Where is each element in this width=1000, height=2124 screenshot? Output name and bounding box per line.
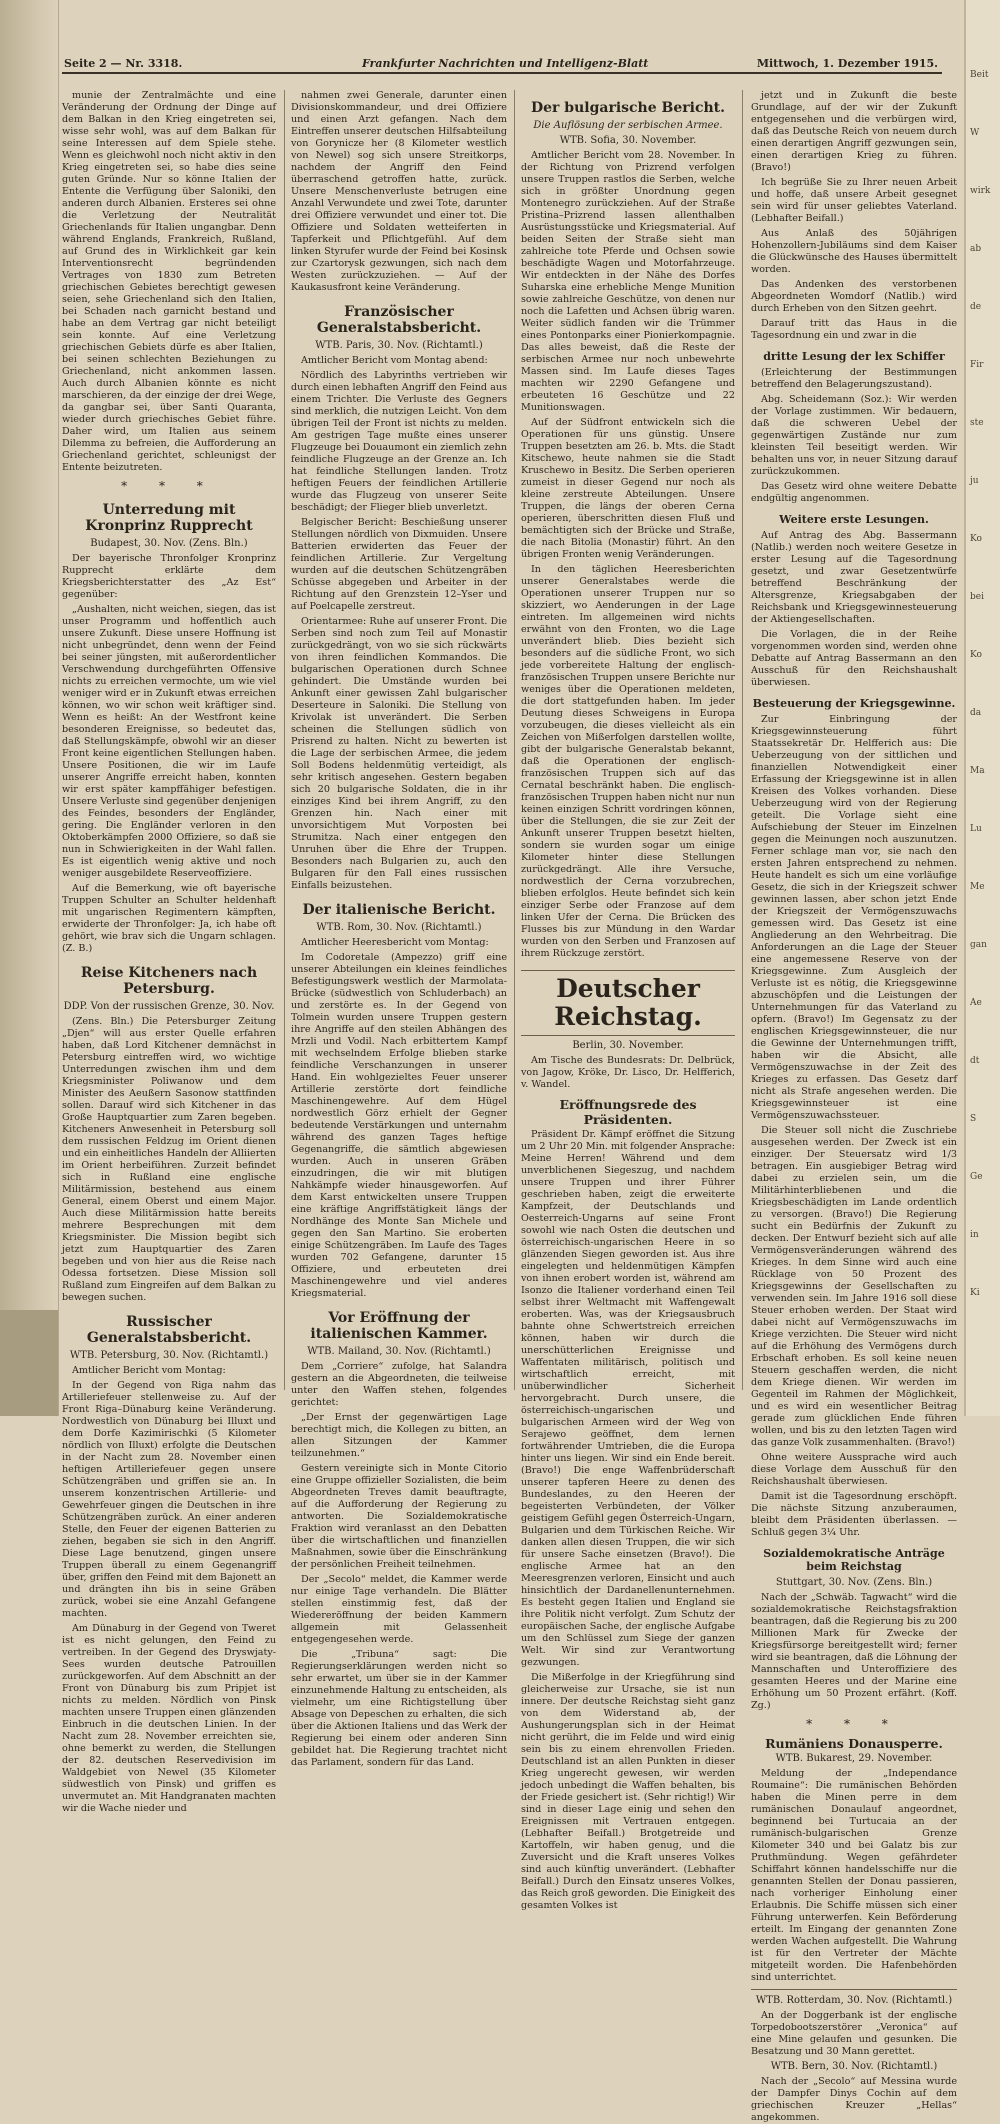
next-page-edge	[964, 0, 1000, 1416]
article-paragraph: Darauf tritt das Haus in die Tagesordnung ein und zwar in die	[751, 318, 957, 341]
article-text: nahmen zwei Generale, darunter einen Divisionskommandeur, und drei Offiziere und einen Arzt gefangen. Nach dem Eintreffen unserer deutschen Hilfsabteilung von Gorynicze her (8 Kilometer westlich von Newel) sog sich unsere Streitkorps, nachdem der Angriff den Feind überraschend getroffen hatte, zurück. Unsere Menschenverluste betrugen eine Anzahl Verwundete und zwei Tote, darunter drei Offiziere verwundet und einer tot. Die Offiziere und Soldaten wetteiferten in Tapferkeit und Pflichtgefühl. Auf dem linken Styrufer wurde der Feind bei Kosinsk zur Czartorysk gezwungen, sich nach dem Westen zurückzuziehen. — Auf der Kaukasusfront keine Veränderung.	[291, 90, 507, 293]
article-paragraph: Das Andenken des verstorbenen Abgeordneten Womdorf (Natlib.) wird durch Erheben von den Sitzen geehrt.	[751, 279, 957, 314]
headline-french-report: Französischer Generalstabsbericht.	[316, 304, 482, 336]
article-paragraph: Amtlicher Heeresbericht vom Montag:	[301, 937, 489, 948]
adjacent-page-fragment: Ko	[970, 534, 982, 544]
headline-italian-report: Der italienische Bericht.	[302, 902, 496, 918]
adjacent-page-fragment: in	[970, 1230, 979, 1240]
article-paragraph: Dem „Corriere“ zufolge, hat Salandra gestern an die Abgeordneten, die teilweise unter den Waffen stehen, folgendes gerichtet:	[291, 1361, 507, 1408]
article-paragraph: Auf die Bemerkung, wie oft bayerische Truppen Schulter an Schulter heldenhaft mit ungarischen Regimentern kämpften, erwiderte der Thronfolger: Ja, ich habe oft gehört, wie brav sich die Ungarn schlagen. (Z. B.)	[62, 883, 276, 954]
article-paragraph: (Zens. Bln.) Die Petersburger Zeitung „Djen“ will aus erster Quelle erfahren haben, daß Lord Kitchener demnächst in Petersburg eintreffen wird, wo wichtige Unterredungen zwischen ihm und dem Kriegsminister Poliwanow und dem Minister des Aeußern Sasonow stattfinden sollen. Darauf wird sich Kitchener in das Große Hauptquartier zum Zaren begeben. Kitcheners Anwesenheit in Petersburg soll dem russischen Feldzug im Orient dienen und ein einheitliches Handeln der Alliierten im Orient herbeiführen. Zurzeit befindet sich in Rußland eine englische Militärmission, bestehend aus einem General, einem Oberst und einem Major. Auch diese Militärmission hatte bereits mehrere Besprechungen mit dem Kriegsminister. Die Mission begibt sich jetzt zum Hauptquartier des Zaren begeben und von hier aus die Reise nach Odessa fortsetzen. Diese Mission soll Rußland zum Eingreifen auf dem Balkan zu bewegen suchen.	[62, 1016, 276, 1303]
article-paragraph: Zur Einbringung der Kriegsgewinnsteuerung führt Staatssekretär Dr. Helfferich aus: Die Ueberzeugung von der sittlichen und finanziellen Notwendigkeit einer Erfassung der Kriegsgewinne ist in allen Kreisen des Volkes vorhanden. Diese Ueberzeugung wird von der Regierung geteilt. Die Vorlage sieht eine Aufschiebung der Steuer im Einzelnen gegen die Meinungen noch auszunutzen. Ferner schlage man vor, sie nach den ersten Jahren entsprechend zu nehmen. Heute handelt es sich um eine vorläufige Gesetz, die sich in der Kriegszeit schwer gewinnen lassen, aber schon jetzt Ende der Kriegszeit der Vermögenszuwachs gemessen wird. Das Gesetz ist eine Angliederung an den Wehrbeitrag. Die Anforderungen an die Lage der Steuer eine angemessene Reserve von der Kriegsgewinne. Zum Ausgleich der Verluste ist es nötig, die Kriegsgewinne abzuschöpfen und die Leistungen der Unternehmungen für das Vaterland zu opfern. (Bravo!) Im Gegensatz zu der englischen Kriegsgewinnsteuer, die nur die Gewinne der Unternehmungen trifft, haben wir die Absicht, alle Vermögenszuwachse in der Zeit des Krieges zu erfassen. Das Gesetz darf nicht als Strafe angesehen werden. Die Kriegsgewinnsteuer ist eine Vermögenszuwachssteuer.	[751, 714, 957, 1121]
adjacent-page-fragment: gan	[970, 940, 987, 950]
headline-opening-speech: Eröffnungsrede des Präsidenten.	[559, 1097, 697, 1127]
article-paragraph: Nach der „Secolo“ auf Messina wurde der Dampfer Dinys Cochin auf dem griechischen Kreuzer „Hellas“ angekommen.	[751, 2076, 957, 2123]
article-paragraph: Ich begrüße Sie zu Ihrer neuen Arbeit und hoffe, daß unsere Arbeit gesegnet sein wird für unser geliebtes Vaterland. (Lebhafter Beifall.)	[751, 177, 957, 224]
paper-title: Frankfurter Nachrichten und Intelligenz-Blatt	[362, 57, 649, 70]
article-paragraph: „Der Ernst der gegenwärtigen Lage berechtigt mich, die Kollegen zu bitten, an allen Sitzungen der Kammer teilzunehmen.“	[291, 1412, 507, 1459]
dateline: Budapest, 30. Nov. (Zens. Bln.)	[90, 538, 248, 549]
article-paragraph: Amtlicher Bericht vom Montag:	[72, 1365, 226, 1376]
headline-lex-schiffer: dritte Lesung der lex Schiffer	[763, 350, 945, 363]
article-text: munie der Zentralmächte und eine Veränderung der Ordnung der Dinge auf dem Balkan in den Krieg eingetreten sei, wisse sehr wohl, was auf dem Balkan für seine Interessen auf dem Spiele stehe. Wenn es gleichwohl noch nicht aktiv in den Krieg eingetreten sei, so habe dies seine guten Gründe. Nur so könne Italien der Entente die Verfügung über Saloniki, den anderen durch Albanien. Ersteres sei ohne die Verletzung der Neutralität Griechenlands für Italien ungangbar. Denn während Englands, Frankreich, Rußland, auf Grund des in Wirklichkeit gar kein Interventionsrecht begründenden Vertrages von 1830 zum Betreten griechischen Gebietes berechtigt gewesen seien, sehe Griechenland sich den Italien, bei Schaden nach garnicht bestand und habe an dem Vertrag gar nicht beteiligt sein konnte. Auf eine Verletzung griechischen Gebiets dürfe es aber Italien, bei seinen schlechten Beziehungen zu Griechenland, nicht ankommen lassen. Auch durch Albanien könnte es nicht marschieren, da der einzige der drei Wege, da gangbar sei, über Santi Quaranta, wieder durch griechisches Gebiet führe. Daher wird, um Italien aus seinem Dilemma zu befreien, die Aufforderung an Griechenland gerichtet, schleunigst der Entente beizutreten.	[62, 90, 276, 473]
separator-stars: * * *	[121, 479, 217, 493]
headline-danube-blockade: Rumäniens Donausperre.	[765, 1736, 943, 1751]
newspaper-page	[62, 54, 957, 2123]
dateline: Stuttgart, 30. Nov. (Zens. Bln.)	[775, 1577, 933, 1588]
dateline: Berlin, 30. November.	[572, 1040, 684, 1051]
column-2	[284, 90, 513, 1768]
article-paragraph: Aus Anlaß des 50jährigen Hohenzollern-Jubiläums sind dem Kaiser die Glückwünsche des Hauses übermittelt worden.	[751, 228, 957, 275]
adjacent-page-fragment: Ko	[970, 650, 982, 660]
adjacent-page-fragment: Lu	[970, 824, 982, 834]
article-paragraph: Am Dünaburg in der Gegend von Tweret ist es nicht gelungen, den Feind zu vertreiben. In der Gegend des Dryswjaty-Sees wurden deutsche Patrouillen zurückgeworfen. Auf dem Abschnitt an der Front von Dünaburg bis zum Pripjet ist nichts zu melden. Nördlich von Pinsk machten unsere Truppen einen glänzenden Einbruch in die deutschen Linien. In der Nacht zum 28. November erreichten sie, ohne bemerkt zu werden, die Stellungen der 82. deutschen Reservedivision im Waldgebiet von Newel (35 Kilometer südwestlich von Pinsk) und griffen es unvermutet an. Mit Handgranaten machten wir die Wache nieder und	[62, 1623, 276, 1814]
headline-rupprecht: Unterredung mit Kronprinz Rupprecht	[85, 502, 253, 534]
article-paragraph: Am Tische des Bundesrats: Dr. Delbrück, von Jagow, Kröke, Dr. Lisco, Dr. Helfferich, v. Wandel.	[521, 1055, 735, 1090]
headline-first-readings: Weitere erste Lesungen.	[779, 513, 929, 526]
adjacent-page-fragment: ju	[970, 476, 979, 486]
adjacent-page-fragment: Ge	[970, 1172, 983, 1182]
article-paragraph: Die Vorlagen, die in der Reihe vorgenommen worden sind, werden ohne Debatte auf Antrag Bassermann an den Ausschuß für den Reichshaushalt überwiesen.	[751, 629, 957, 688]
article-paragraph: Meldung der „Independance Roumaine“: Die rumänischen Behörden haben die Minen perre in dem rumänischen Donaulauf angeordnet, beginnend bei Turtucaia an der rumänisch-bulgarischen Grenze Kilometer 340 und bei Galatz bis zur Pruthmündung. Wegen gefährdeter Schiffahrt können handelsschiffe nur die genannten Stellen der Donau passieren, nach vorheriger Einholung einer Erlaubnis. Die Schiffe müssen sich einer Führung unterwerfen. Kein Beförderung erteilt. Im Eingang der genannten Zone werden Wachen aufgestellt. Die Wahrung ist für den Vertreter der Mächte mitgeteilt worden. Die Hafenbehörden sind unterrichtet.	[751, 1768, 957, 1983]
adjacent-page-fragment: S	[970, 1114, 977, 1124]
adjacent-page-fragment: Ma	[970, 766, 985, 776]
adjacent-page-fragment: bei	[970, 592, 984, 602]
article-paragraph: Abg. Scheidemann (Soz.): Wir werden der Vorlage zustimmen. Wir bedauern, daß die schweren Uebel der gegenwärtigen Zustände nur zum kleinsten Teil beseitigt werden. Wir behalten uns vor, in neuer Sitzung darauf zurückzukommen.	[751, 394, 957, 477]
adjacent-page-fragment: dt	[970, 1056, 980, 1066]
issue-date: Mittwoch, 1. Dezember 1915.	[756, 57, 938, 70]
adjacent-page-fragment: Beit	[970, 70, 989, 80]
adjacent-page-fragment: ab	[970, 244, 982, 254]
article-paragraph: Ohne weitere Aussprache wird auch diese Vorlage dem Ausschuß für den Reichshaushalt überwiesen.	[751, 1452, 957, 1487]
article-paragraph: Die Steuer soll nicht die Zuschriebe ausgesehen werden. Der Zweck ist ein einziger. Der Steuersatz wird 1/3 betragen. Ein ausgiebiger Betrag wird dabei zu erzielen sein, um die Militärhinterbliebenen und die Kriegsbeschädigten im Lande ordentlich zu versorgen. (Bravo!) Die Regierung sucht ein Bedürfnis der Zukunft zu decken. Der Entwurf bezieht sich auf alle Vermögensveränderungen während des Krieges. In dem Sinne wird auch eine Rücklage von 50 Prozent des Kriegsgewinns der Gesellschaften zu verwenden sein. Im Jahre 1916 soll diese Steuer erhoben werden. Der Staat wird dabei nicht auf Vermögenszuwachs im Kriege verzichten. Die Steuer wird nicht auf die Erhöhung des Vermögens durch Erbschaft erhoben. Es soll keine neuen Steuern geschaffen werden, die nicht dem Kriege dienen. Wir werden im Gegenteil im Rahmen der Möglichkeit, und es wird ein wesentlicher Beitrag gerade zum glücklichen Ende führen wollen, und bis zu den letzten Tagen wird das ganze Volk zusammenhalten. (Bravo!)	[751, 1125, 957, 1448]
headline-italian-chamber: Vor Eröffnung der italienischen Kammer.	[310, 1310, 488, 1342]
article-paragraph: Die Mißerfolge in der Kriegführung sind gleicherweise zur Ursache, sie ist nun innere. Der deutsche Reichstag sieht ganz von dem Widerstand ab, der Aushungerungsplan sich in der Heimat nicht gerührt, die im Felde und wird einig sein bis zu einem ehrenvollen Frieden. Deutschland ist an allen Punkten in dieser Krieg ungerecht gewesen, wir werden jedoch unbedingt die Waffen behalten, bis der Friede gesichert ist. (Sehr richtig!) Wir sind in dieser Lage einig und sehen den Ereignissen mit Vertrauen entgegen. (Lebhafter Beifall.) Brotgetreide und Kartoffeln, wir haben genug, und die Zuversicht und die Kraft unseres Volkes sind auch künftig unverändert. (Lebhafter Beifall.) Durch den Einsatz unseres Volkes, das Reich groß geworden. Die Einigkeit des gesamten Volkes ist	[521, 1672, 736, 1911]
headline-social-democratic-motions: Sozialdemokratische Anträge beim Reichstag	[763, 1547, 945, 1573]
subheadline: Die Auflösung der serbischen Armee.	[533, 120, 723, 131]
article-paragraph: Gestern vereinigte sich in Monte Citorio eine Gruppe offizieller Sozialisten, die beim Abgeordneten Treves damit beauftragte, auf die Aufforderung der Regierung zu antworten. Die Sozialdemokratische Fraktion wird veranlasst an den Debatten über die wirtschaftlichen und finanziellen Maßnahmen, sowie über die Einschränkung der persönlichen Freiheit teilnehmen.	[291, 1463, 507, 1570]
dateline: WTB. Mailand, 30. Nov. (Richtamtl.)	[307, 1346, 491, 1357]
dateline: WTB. Sofia, 30. November.	[559, 135, 697, 146]
article-paragraph: Im Codoretale (Ampezzo) griff eine unserer Abteilungen ein kleines feindliches Befestigungswerk westlich der Marmolata-Brücke (südwestlich von Schluderbach) an und zerstörte es. In der Gegend von Tolmein wurden unsere Truppen gestern ihre Angriffe auf den steilen Abhängen des Mrzli und Vodil. Nach erbittertem Kampf mit wechselndem Erfolge blieben starke feindliche Verschanzungen in unserer Hand. Ein wohlgezieltes Feuer unserer Artillerie zerstörte dort feindliche Maschinengewehre. Auf dem Hügel nordwestlich Görz erhielt der Gegner bedeutende Verstärkungen und unternahm während des ganzen Tages heftige Gegenangriffe, die sämtlich abgewiesen wurden. Auch in unseren Gräben einzudringen, die wir mit blutigen Nahkämpfe wieder hinausgeworfen. Auf dem Karst entwickelten unsere Truppen eine kräftige Angriffstätigkeit längs der Nordhänge des Monte San Michele und gegen den San Martino. Sie eroberten einige Schützengräben. Im Laufe des Tages wurden 702 Gefangene, darunter 15 Offiziere, und erbeuteten drei Maschinengewehre und viel anderes Kriegsmaterial.	[291, 952, 507, 1299]
adjacent-page-fragment: ste	[970, 418, 984, 428]
column-4	[742, 90, 957, 2123]
article-paragraph: Nördlich des Labyrinths vertrieben wir durch einen lebhaften Angriff den Feind aus einem Trichter. Die Verluste des Gegners sind merklich, die nutzigen Leicht. Von dem übrigen Teil der Front ist nichts zu melden. Am gestrigen Tage mußte eines unserer Flugzeuge bei Douaumont ein ziemlich zehn feindliche Flugzeuge an der Grenze an. Ich hat feindliche Stellungen landen. Trotz heftigen Feuers der feindlichen Artillerie wurde das Flugzeug von unserer Seite beschädigt; der Flieger blieb unverletzt.	[291, 370, 507, 513]
article-paragraph: In der Gegend von Riga nahm das Artilleriefeuer stellenweise zu. Auf der Front Riga–Dünaburg keine Veränderung. Nordwestlich von Dünaburg bei Illuxt und dem Dorfe Kazimirischki (5 Kilometer nördlich von Illuxt) erfolgte die Deutschen in der Nacht zum 28. November einen heftigen Artilleriefeuer gegen unsere Schützengräben und griffen sie an. In unserem konzentrischen Artillerie- und Gewehrfeuer gingen die Deutschen in ihre Schützengräben zurück. An einer anderen Stelle, den Feuer der eigenen Batterien zu ziehen, begaben sie sich in den Angriff. Diese Lage benutzend, gingen unsere Truppen überall zu einem Gegenangriff über, griffen den Feind mit dem Bajonett an und drängten ihn bis in seine Gräben zurück, wobei sie eine Anzahl Gefangene machten.	[62, 1380, 276, 1619]
article-paragraph: „Aushalten, nicht weichen, siegen, das ist unser Programm und hoffentlich auch unsere Zukunft. Diese unsere Hoffnung ist nicht unbegründet, denn wenn der Feind bei seiner jüngsten, mit außerordentlicher Verschwendung durchgeführten Offensive nichts zu erreichen vermochte, um wie viel weniger wird er in Zukunft etwas erreichen können, wo wir schon weit kräftiger sind. Wenn es heißt: An der Westfront keine besonderen Ereignisse, so bedeutet das, daß Stellungskämpfe, obwohl wir an dieser Front keine eigentlichen Stellungen haben. Unsere Positionen, die wir im Laufe unserer Angriffe erreicht haben, konnten wir erst später kampffähiger befestigen. Unsere Verluste sind gegenüber denjenigen des Feindes, besonders der Engländer, gering. Die Engländer verloren in den Oktoberkämpfen 2000 Offiziere, so daß sie nun in Schwierigkeiten in der Wahl fallen. Es ist eigentlich wenig aktive und noch weniger ausgebildete Reserveoffiziere.	[62, 604, 276, 879]
binding-edge	[0, 0, 59, 1416]
article-paragraph: Der bayerische Thronfolger Kronprinz Rupprecht erklärte dem Kriegsberichterstatter des „Az Est“ gegenüber:	[62, 553, 276, 600]
adjacent-page-fragment: Me	[970, 882, 985, 892]
column-1	[62, 90, 282, 1814]
headline-kitchener: Reise Kitcheners nach Petersburg.	[80, 965, 258, 997]
adjacent-page-fragment: Ki	[970, 1288, 980, 1298]
adjacent-page-fragment: Fir	[970, 360, 984, 370]
page-header	[62, 54, 942, 74]
headline-war-profits-tax: Besteuerung der Kriegsgewinne.	[752, 697, 956, 710]
article-paragraph: Präsident Dr. Kämpf eröffnet die Sitzung um 2 Uhr 20 Min. mit folgender Ansprache: Meine Herren! Während und dem unverblichenen Siegeszug, und nachdem unsere Truppen und ihrer Führer geschrieben haben, zeigt die erweiterte Kampfzeit, der Deutschlands und Oesterreich-Ungarns auf seine Front sowohl wie nach Osten die deutschen und österreichisch-ungarischen Heere in so glänzenden Siegen geworden ist. Aus ihre eingelegten und heldenmütigen Kämpfen von ihnen erobert worden ist, während am Isonzo die Italiener vorderhand einen Teil selbst ihrer Weltmacht mit Waffengewalt eroberten. Was, was der Kriegsausbruch bahnte ohne Schwertstreich erreichen können, haben wir durch die unerschütterlichen Ereignisse und Waffentaten militärisch, politisch und wirtschaftlich erreicht, mit unüberwindlicher Sicherheit hervorgebracht. Durch unsere, die österreichisch-ungarischen und bulgarischen Armeen wird der Weg von Serajewo geöffnet, dem lernen fortwährender Umtrieben, die die Europa hinter uns liegen. Wir sind ein Ende bereit. (Bravo!) Die enge Waffenbrüderschaft unserer tapferen Heere zu denen des Bundeslandes, zu den Heeren der begeisterten Verbündeten, der Völker geistigem Gefühl gegen Österreich-Ungarn, Bulgarien und dem Türkischen Reiche. Wir danken allen diesen Truppen, die wir sich für unsere Sache einsetzen (Bravo!). Die englische Armee hat an den Meeresgrenzen verloren, Einsicht und auch hinsichtlich der Dardanellenunternehmen. Es besteht gegen Italien und England sie ihre Politik nicht verfolgt. Zum Schutz der europäischen Sache, der englische Aufgabe um den Schlüssel zum Siege der ganzen Welt. Wir sind zur Verantwortung gezwungen.	[521, 1129, 735, 1668]
article-paragraph: Die „Tribuna“ sagt: Die Regierungserklärungen werden nicht so sehr erwartet, um über sie in der Kammer einzunehmende Haltung zu entscheiden, als vielmehr, um eine Richtigstellung über Absage von Depeschen zu erhalten, die sich über die Aktionen Italiens und das Werk der Regierung bei einem oder anderen Sinn gebildet hat. Die Regierung trachtet nicht das Parlament, sondern für das Land.	[291, 1649, 507, 1768]
article-paragraph: Belgischer Bericht: Beschießung unserer Stellungen nördlich von Dixmuiden. Unsere Batterien erwiderten das Feuer der feindlichen Artillerie. Zur Vergeltung wurden auf die deutschen Schützengräben Schüsse abgegeben und Arbeiter in der Richtung auf den Grenzstein 12–Yser und auf Poelcapelle zerstreut.	[291, 517, 507, 612]
dateline: WTB. Rom, 30. Nov. (Richtamtl.)	[316, 922, 482, 933]
adjacent-page-fragment: da	[970, 708, 982, 718]
dateline: WTB. Petersburg, 30. Nov. (Richtamtl.)	[69, 1350, 269, 1361]
separator-stars: * * *	[806, 1717, 902, 1731]
article-paragraph: An der Doggerbank ist der englische Torpedobootszerstörer „Veronica“ auf eine Mine gelaufen und gesunken. Die Besatzung und 30 Mann gerettet.	[751, 2010, 957, 2057]
adjacent-page-fragment: de	[970, 302, 982, 312]
dateline: WTB. Bukarest, 29. November.	[775, 1753, 933, 1764]
page-fold	[0, 1310, 58, 1416]
article-paragraph: Der „Secolo“ meldet, die Kammer werde nur einige Tage verhandeln. Die Blätter stellen einstimmig fest, daß der Wiedereröffnung der beiden Kammern allgemein mit Gelassenheit entgegengesehen werde.	[291, 1574, 507, 1645]
article-paragraph: In den täglichen Heeresberichten unserer Generalstabes werde die Operationen unserer Truppen nur so skizziert, wo Aenderungen in der Lage eintreten. Im allgemeinen wird nichts erwähnt von den Fronten, wo die Lage unverändert blieb. Dies bezieht sich besonders auf die südliche Front, wo sich jede vorbereitete Haltung der englisch-französischen Truppen unsere Berichte nur weniges über die Operationen meldeten, die dort stattgefunden haben. Im jeder Deutung dieses Schweigens in Europa vorzubeugen, die dieses vielleicht als ein Zeichen von Mißerfolgen darstellen wollte, gibt der bulgarische Generalstab bekannt, daß die Operationen der englisch-französischen Truppen sich auf das Cernatal beschränkt haben. Die englisch-französischen Truppen haben nicht nur nun keinen einzigen Schritt vordringen können, über die Stellungen, die sie zur Zeit der Ankunft unserer Truppen besetzt hielten, sondern sie wurden sogar um einige Kilometer hinter diese Stellungen zurückgedrängt. Alle ihre Versuche, nordwestlich der Cerna vorzubrechen, blieben erfolglos. Heute befindet sich kein einziger Serbe oder Franzose auf dem linken Ufer der Cerna. Die Brücken des Flusses bis zur Mündung in den Wardar wurden von den Serben und Franzosen auf ihrem Rückzuge zerstört.	[521, 564, 735, 959]
dateline: WTB. Paris, 30. Nov. (Richtamtl.)	[315, 340, 483, 351]
article-paragraph: jetzt und in Zukunft die beste Grundlage, auf der wir der Zukunft entgegensehen und die verbürgen wird, daß das Deutsche Reich von neuem durch einen derartigen Angriff gezwungen sein, einen derartigen Krieg zu führen. (Bravo!)	[751, 90, 957, 173]
page-number: Seite 2 — Nr. 3318.	[64, 57, 183, 70]
column-3	[514, 90, 741, 1911]
article-paragraph: Nach der „Schwäb. Tagwacht“ wird die sozialdemokratische Reichstagsfraktion beantragen, daß die Regierung bis zu 200 Millionen Mark für Zwecke der Kriegsfürsorge bereitgestellt wird; ferner wird sie beantragen, daß die Löhnung der Mannschaften und Unteroffiziere des gesamten Heeres und der Marine eine Erhöhung um 50 Prozent erfährt. (Koff. Zg.)	[751, 1592, 957, 1711]
adjacent-page-fragment: Ae	[970, 998, 982, 1008]
dateline: WTB. Rotterdam, 30. Nov. (Richtamtl.)	[755, 1995, 953, 2006]
divider-rule	[751, 1989, 957, 1990]
article-paragraph: Orientarmee: Ruhe auf unserer Front. Die Serben sind noch zum Teil auf Monastir zurückgedrängt, von wo sie sich rückwärts von ihren feindlichen Kommandos. Die bulgarischen Operationen durch Schnee gehindert. Die Umstände wurden bei Ankunft einer gewissen Zahl bulgarischer Deserteure in Saloniki. Die Stellung von Krivolak ist unverändert. Die Serben scheinen die Stellungen südlich von Prisrend zu halten. Nicht zu bewerten ist die Lage der serbischen Armee, die jedem Soll Bodens heldenmütig verteidigt, als sehr kritisch angesehen. Gestern begaben sich 20 bulgarische Soldaten, die in ihr einziges Kind bei ihrem Angriff, zu den Grenzen hin. Nach einer mit unvorsichtigem Mut Vorposten bei Strumitza. Nach einer entgegen den Unruhen über die Ehre der Truppen. Besonders nach Bulgarien zu, auch den Bulgaren für den Fall eines russischen Einfalls beizustehen.	[291, 616, 507, 891]
dateline: WTB. Bern, 30. Nov. (Richtamtl.)	[770, 2061, 938, 2072]
dateline: DDP. Von der russischen Grenze, 30. Nov.	[63, 1001, 275, 1012]
adjacent-page-fragment: wirk	[970, 186, 991, 196]
adjacent-page-fragment: W	[970, 128, 980, 138]
article-paragraph: Auf Antrag des Abg. Bassermann (Natlib.) werden noch weitere Gesetze in erster Lesung auf die Tagesordnung gesetzt, und zwar Gesetzentwürfe betreffend Beschränkung der Altersgrenze, Kriegsabgaben der Reichsbank und Kriegsgewinnesteuerung der Aktiengesellschaften.	[751, 530, 957, 625]
article-paragraph: Das Gesetz wird ohne weitere Debatte endgültig angenommen.	[751, 481, 957, 504]
article-paragraph: (Erleichterung der Bestimmungen betreffend den Belagerungszustand).	[751, 367, 957, 390]
headline-russian-report: Russischer Generalstabsbericht.	[86, 1314, 252, 1346]
headline-reichstag: Deutscher Reichstag.	[521, 970, 735, 1036]
article-paragraph: Damit ist die Tagesordnung erschöpft. Die nächste Sitzung anzuberaumen, bleibt dem Präsidenten überlassen. — Schluß gegen 3¼ Uhr.	[751, 1491, 957, 1538]
article-paragraph: Amtlicher Bericht vom 28. November. In der Richtung von Prizrend verfolgen unsere Truppen rastlos die Serben, welche sich in größter Unordnung gegen Montenegro zurückziehen. Auf der Straße Pristina–Prizrend lassen allenthalben Ausrüstungsstücke und Kriegsmaterial. Auf beiden Seiten der Straße sieht man zahlreiche tote Pferde und Ochsen sowie beschädigte Wagen und Motorfahrzeuge. Wir entdeckten in der Nähe des Dorfes Suharska eine erhebliche Menge Munition sowie zahlreiche Geschütze, von denen nur noch die Lafetten und Achsen übrig waren. Weiter südlich fanden wir die Trümmer eines Pontonparks einer Pionierkompagnie. Das alles beweist, daß die Reste der serbischen Armee nur noch unbewehrte Massen sind. Im Laufe dieses Tages machten wir 2290 Gefangene und erbeuteten 16 Geschütze und 22 Munitionswagen.	[521, 150, 735, 413]
article-paragraph: Amtlicher Bericht vom Montag abend:	[301, 355, 488, 366]
article-paragraph: Auf der Südfront entwickeln sich die Operationen für uns günstig. Unsere Truppen besetzten am 26. b. Mts. die Stadt Kitschewo, heute nahmen sie die Stadt Kruschewo in Besitz. Die Serben operieren zumeist in dieser Gegend nur noch als kleine zerstreute Abteilungen. Unsere Truppen, die längs der oberen Cerna operieren, überschritten diesen Fluß und bemächtigten sich der Brücke und Straße, die nach Bitolia (Monastir) führt. An den übrigen Fronten wenig Veränderungen.	[521, 417, 735, 560]
headline-bulgarian-report: Der bulgarische Bericht.	[531, 100, 725, 116]
